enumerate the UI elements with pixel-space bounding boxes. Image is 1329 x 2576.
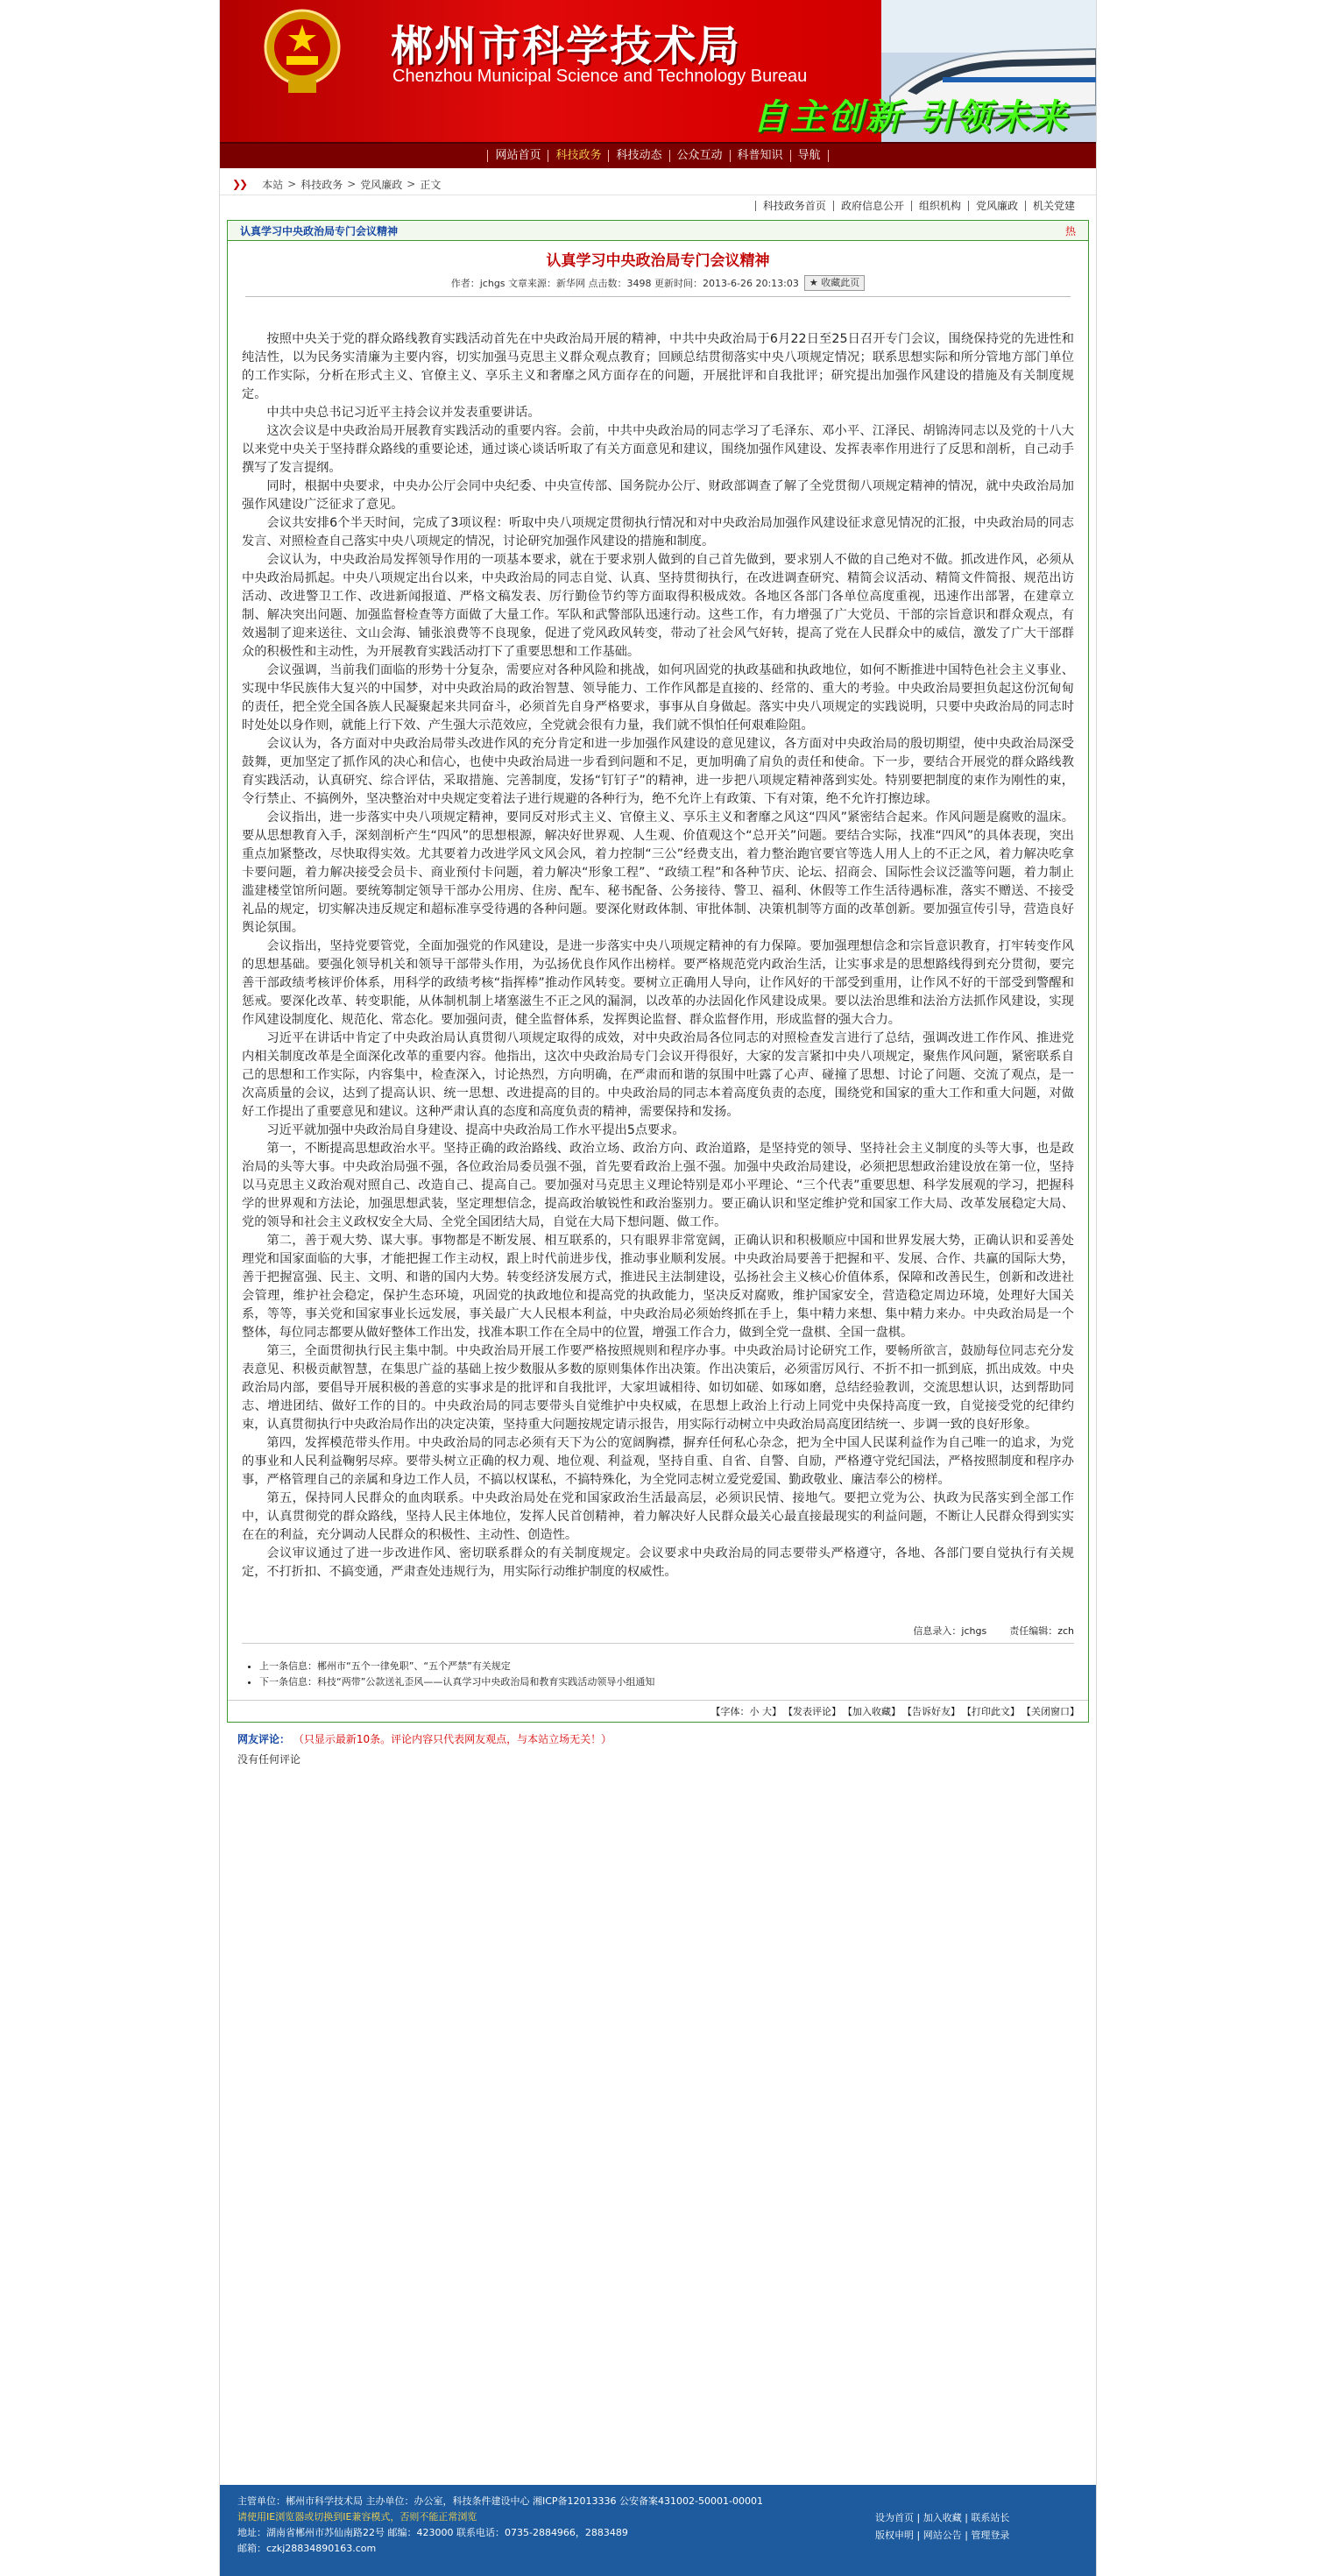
contact-admin-link[interactable]: 联系站长 bbox=[971, 2512, 1010, 2523]
breadcrumb-separator: > bbox=[406, 178, 416, 190]
article-paragraph: 会议指出，进一步落实中央八项规定精神，要同反对形式主义、官僚主义、享乐主义和奢靡之风这“四风”紧密结合起来。作风问题是腐败的温床。要从思想教育入手，深刻剖析产生“四风”的思想根源，解决好世界观、人生观、价值观这个“总开关”问题。要结合实际，找准“四风”的具体表现，突出重点加紧整改，尽快取得实效。尤其要着力改进学风文风会风，着力控制“三公”经费支出，着力整治跑官要官等选人用人上的不正之风，着力解决吃拿卡要问题，着力解决接受会员卡、商业预付卡问题，着力解决“形象工程”、“政绩工程”和各种节庆、论坛、招商会、国际性会议泛滥等问题，着力制止滥建楼堂馆所问题。要统筹制定领导干部办公用房、住房、配车、秘书配备、公务接待、警卫、福利、休假等工作生活待遇标准，落实不赠送、不接受礼品的规定，切实解决违反规定和超标准享受待遇的各种问题。要深化财政体制、审批体制、决策机制等方面的改革创新。要加强宣传引导，营造良好舆论氛围。 bbox=[242, 810, 1074, 935]
article-meta bbox=[228, 275, 1088, 291]
print-tool[interactable]: 【打印此文】 bbox=[962, 1706, 1020, 1717]
subnav-item-integrity[interactable]: 党风廉政 bbox=[968, 201, 1025, 211]
nav-item-guide[interactable]: 导航 bbox=[790, 150, 829, 162]
article-paragraph: 第一，不断提高思想政治水平。坚持正确的政治路线、政治立场、政治方向、政治道路，是坚持党的领导、坚持社会主义制度的头等大事，也是政治局的头等大事。中央政治局强不强，各位政治局委员强不强，首先要看政治上强不强。加强中央政治局建设，必须把思想政治建设放在第一位，坚持以马克思主义政治观对照自己、改造自己、提高自己。要加强对马克思主义理论特别是邓小平理论、“三个代表”重要思想、科学发展观的学习，把握科学的世界观和方法论，加强思想武装，坚定理想信念，提高政治敏锐性和政治鉴别力。要正确认识和坚定维护党和国家工作大局、改革发展稳定大局、党的领导和社会主义政权安全大局、全党全国团结大局，自觉在大局下想问题、做工作。 bbox=[242, 1142, 1074, 1229]
article-nav-links bbox=[228, 1653, 1088, 1690]
announcement-link[interactable]: 网站公告 bbox=[923, 2530, 962, 2541]
footer-line-sponsor: 主管单位：郴州市科学技术局 主办单位：办公室，科技条件建设中心 湘ICP备12013336 公安备案431002-50001-00001 bbox=[237, 2495, 763, 2507]
article-paragraph: 第五，保持同人民群众的血肉联系。中央政治局处在党和国家政治生活最高层，必须识民情、接地气。要把立党为公、执政为民落实到全部工作中，认真贯彻党的群众路线，坚持人民主体地位，发挥人民首创精神，着力解决好人民群众最关心最直接最现实的利益问题，不断让人民群众得到实实在在的利益，充分调动人民群众的积极性、主动性、创造性。 bbox=[242, 1491, 1074, 1542]
close-window-tool[interactable]: 【关闭窗口】 bbox=[1021, 1706, 1079, 1717]
editor-divider bbox=[242, 1643, 1074, 1644]
breadcrumb-item-site[interactable]: 本站 bbox=[262, 178, 284, 191]
article-box-header bbox=[228, 221, 1088, 241]
prev-article-link[interactable]: • 上一条信息：郴州市“五个一律免职”、“五个严禁”有关规定 bbox=[259, 1659, 1088, 1674]
article-paragraph: 会议审议通过了进一步改进作风、密切联系群众的有关制度规定。会议要求中央政治局的同志要带头严格遵守，各地、各部门要自觉执行有关规定，不打折扣、不搞变通，严肃查处违规行为，用实际行动维护制度的权威性。 bbox=[242, 1546, 1074, 1579]
nav-item-news[interactable]: 科技动态 bbox=[608, 150, 668, 162]
comments-section bbox=[220, 1723, 1096, 1766]
nav-item-home[interactable]: 网站首页 bbox=[487, 150, 548, 162]
breadcrumb-separator: > bbox=[347, 178, 357, 190]
article-paragraph: 第三，全面贯彻执行民主集中制。中央政治局开展工作要严格按照规则和程序办事。中央政治局讨论研究工作，要畅所欲言，鼓励每位同志充分发表意见、积极贡献智慧，在集思广益的基础上按少数服从多数的原则集体作出决策。作出决策后，必须雷厉风行、不折不扣一抓到底，抓出成效。中央政治局内部，要倡导开展积极的善意的实事求是的批评和自我批评，大家坦诚相待、如切如磋、如琢如磨，总结经验教训，交流思想认识，达到帮助同志、增进团结、做好工作的目的。中央政治局的同志要带头自觉维护中央权威，在思想上政治上行动上同党中央保持高度一致，自觉接受党的纪律约束，认真贯彻执行中央政治局作出的决定决策，坚持重大问题按规定请示报告，用实际行动树立中央政治局高度团结统一、步调一致的良好形象。 bbox=[242, 1344, 1074, 1432]
site-footer bbox=[220, 2485, 1096, 2576]
site-title-english: Chenzhou Municipal Science and Technology Bureau bbox=[392, 67, 808, 86]
breadcrumb-item-integrity[interactable]: 党风廉政 bbox=[360, 178, 403, 191]
article-box bbox=[227, 220, 1089, 1723]
admin-login-link[interactable]: 管理登录 bbox=[971, 2530, 1010, 2541]
article-meta-text: 作者：jchgs 文章来源：新华网 点击数：3498 更新时间：2013-6-26 20:13:03 bbox=[450, 278, 799, 289]
article-editors bbox=[228, 1624, 1088, 1638]
favorite-label: 收藏此页 bbox=[821, 277, 860, 288]
subnav-item-affairs-home[interactable]: 科技政务首页 bbox=[755, 201, 833, 211]
article-paragraph: 会议认为，中央政治局发挥领导作用的一项基本要求，就在于要求别人做到的自己首先做到，要求别人不做的自己绝对不做。抓改进作风，必须从中央政治局抓起。中央八项规定出台以来，中央政治局的同志自觉、认真、坚持贯彻执行，在改进调查研究、精简会议活动、精简文件简报、规范出访活动、改进警卫工作、改进新闻报道、严格文稿发表、厉行勤俭节约等方面取得积极成效。各地区各部门各单位高度重视，迅速作出部署，在建章立制、解决突出问题、加强监督检查等方面做了大量工作。军队和武警部队迅速行动。这些工作，有力增强了广大党员、干部的宗旨意识和群众观点，有效遏制了迎来送往、文山会海、铺张浪费等不良现象，促进了党风政风转变，带动了社会风气好转，提高了党在人民群众中的威信，激发了广大干部群众的积极性和主动性，为开展教育实践活动打下了重要思想和工作基础。 bbox=[242, 553, 1074, 659]
article-paragraph: 会议强调，当前我们面临的形势十分复杂，需要应对各种风险和挑战，如何巩固党的执政基础和执政地位，如何不断推进中国特色社会主义事业、实现中华民族伟大复兴的中国梦，对中央政治局的政治智慧、领导能力、工作作风都是直接的、经常的、重大的考验。中央政治局要担负起这份沉甸甸的责任，把全党全国各族人民凝聚起来共同奋斗，必须首先自身严格要求，事事从自身做起。落实中央八项规定的实践说明，只要中央政治局的同志时时处处以身作则，就能上行下效、产生强大示范效应，全党就会很有力量，我们就不惧怕任何艰难险阻。 bbox=[242, 663, 1074, 732]
breadcrumb-item-affairs[interactable]: 科技政务 bbox=[300, 178, 343, 191]
nav-item-affairs[interactable]: 科技政务 bbox=[548, 150, 608, 162]
article-paragraph: 第四，发挥模范带头作用。中央政治局的同志必须有天下为公的宽阔胸襟，摒弃任何私心杂念，把为全中国人民谋利益作为自己唯一的追求，为党的事业和人民利益鞠躬尽瘁。要带头树立正确的权力观、地位观、利益观，坚持自重、自省、自警、自励，严格遵守党纪国法，严格按照制度和程序办事，严格管理自己的亲属和身边工作人员，不搞以权谋私，不搞特殊化，为全党同志树立爱党爱国、勤政敬业、廉洁奉公的榜样。 bbox=[242, 1436, 1074, 1487]
footer-links-row: 设为首页 | 加入收藏 | 联系站长 bbox=[875, 2512, 1010, 2523]
nav-item-interaction[interactable]: 公众互动 bbox=[669, 150, 730, 162]
tell-friend-tool[interactable]: 【告诉好友】 bbox=[902, 1706, 960, 1717]
article-paragraph: 会议指出，坚持党要管党，全面加强党的作风建设，是进一步落实中央八项规定精神的有力保障。要加强理想信念和宗旨意识教育，打牢转变作风的思想基础。要强化领导机关和领导干部带头作用，为弘扬优良作风作出榜样。要严格规范党内政治生活，让实事求是的思想路线得到充分贯彻，要完善干部政绩考核评价体系，用科学的政绩考核“指挥棒”推动作风转变。要树立正确用人导向，让作风好的干部受到重用，让作风不好的干部受到警醒和惩戒。要深化改革、转变职能，从体制机制上堵塞滋生不正之风的漏洞，以改革的办法固化作风建设成果。要以法治思维和法治方法抓作风建设，实现作风建设制度化、规范化、常态化。要加强问责，健全监督体系，发挥舆论监督、群众监督作用，形成监督的强大合力。 bbox=[242, 939, 1074, 1027]
national-emblem-icon bbox=[262, 7, 343, 98]
add-favorite-link[interactable]: 加入收藏 bbox=[923, 2512, 962, 2523]
article-box-title: 认真学习中央政治局专门会议精神 bbox=[240, 224, 399, 237]
article-paragraph: 按照中央关于党的群众路线教育实践活动首先在中央政治局开展的精神，中共中央政治局于6月22日至25日召开专门会议，围绕保持党的先进性和纯洁性，以为民务实清廉为主要内容，切实加强马克思主义群众观点教育；回顾总结贯彻落实中央八项规定情况；联系思想实际和所分管地方部门单位的工作实际，分析在形式主义、官僚主义、享乐主义和奢靡之风方面存在的问题，开展批评和自我批评；研究提出加强作风建设的措施及有关制度规定。 bbox=[242, 332, 1074, 401]
footer-line-email: 邮箱：czkj28834890163.com bbox=[237, 2543, 377, 2554]
article-paragraph: 习近平在讲话中肯定了中央政治局认真贯彻八项规定取得的成效，对中央政治局各位同志的对照检查发言进行了总结，强调改进工作作风、推进党内相关制度改革是全面深化改革的重要内容。他指出，这次中央政治局专门会议开得很好，大家的发言紧扣中央八项规定，聚焦作风问题，紧密联系自己的思想和工作实际，内容集中，检查深入，讨论热烈，方向明确，在严肃而和谐的氛围中吐露了心声、碰撞了思想、讨论了问题、交流了观点，是一次高质量的会议，达到了提高认识、统一思想、改进提高的目的。中央政治局的同志本着高度负责的态度，围绕党和国家的重大工作和重大问题，对做好工作提出了重要意见和建议。这种严肃认真的态度和高度负责的精神，需要保持和发扬。 bbox=[242, 1031, 1074, 1119]
font-size-tool[interactable]: 【字体：小 大】 bbox=[710, 1706, 781, 1717]
post-comment-tool[interactable]: 【发表评论】 bbox=[783, 1706, 841, 1717]
article-paragraph: 这次会议是中央政治局开展教育实践活动的重要内容。会前，中共中央政治局的同志学习了毛泽东、邓小平、江泽民、胡锦涛同志以及党的十八大以来党中央关于坚持群众路线的重要论述，通过谈心谈话听取了有关方面意见和建议，围绕加强作风建设、发挥表率作用进行了反思和剖析，自己动手撰写了发言提纲。 bbox=[242, 424, 1074, 475]
page bbox=[219, 0, 1097, 2576]
breadcrumb-separator: > bbox=[287, 178, 297, 190]
footer-links-row: 版权申明 | 网站公告 | 管理登录 bbox=[875, 2530, 1010, 2541]
editor-responsible: 责任编辑：zch bbox=[1009, 1625, 1074, 1637]
article-paragraph: 会议共安排6个半天时间，完成了3项议程：听取中央八项规定贯彻执行情况和对中央政治局加强作风建设征求意见情况的汇报，中央政治局的同志发言、对照检查自己落实中央八项规定的情况，讨论研究加强作风建设的措施和制度。 bbox=[242, 516, 1074, 548]
hot-badge: 热 bbox=[1064, 224, 1076, 237]
article-body bbox=[228, 297, 1088, 1582]
article-paragraph: 会议认为，各方面对中央政治局带头改进作风的充分肯定和进一步加强作风建设的意见建议，各方面对中央政治局的殷切期望，使中央政治局深受鼓舞，更加坚定了抓作风的决心和信心，也使中央政治局进一步看到问题和不足，更加明确了肩负的责任和使命。下一步，要结合开展党的群众路线教育实践活动，认真研究、综合评估，采取措施、完善制度，发扬“钉钉子”的精神，进一步把八项规定精神落到实处。特别要把制度的束作为刚性的束，令行禁止、不搞例外，坚决整治对中央规定变着法子进行规避的各种行为，绝不允许上有政策、下有对策，绝不允许打擦边球。 bbox=[242, 737, 1074, 806]
add-favorite-tool[interactable]: 【加入收藏】 bbox=[843, 1706, 901, 1717]
article-paragraph: 第二，善于观大势、谋大事。事物都是不断发展、相互联系的，只有眼界非常宽阔，正确认识和积极顺应中国和世界发展大势，正确认识和妥善处理党和国家面临的大事，才能把握工作主动权，跟上时代前进步伐，推动事业顺利发展。中央政治局要善于把握和平、发展、合作、共赢的国际大势，善于把握富强、民主、文明、和谐的国内大势。转变经济发展方式，推进民主法制建设，弘扬社会主义核心价值体系，保障和改善民生，创新和改进社会管理，维护社会稳定，保护生态环境，巩固党的执政地位和提高党的执政能力，坚决反对腐败，维护国家安全，营造稳定周边环境，处理好大国关系，等等，事关党和国家事业长远发展，事关最广大人民根本利益，中央政治局必须始终抓在手上，集中精力来想、集中精力来办。中央政治局是一个整体，每位同志都要从做好整体工作出发，找准本职工作在全局中的位置，增强工作合力，做到全党一盘棋、全国一盘棋。 bbox=[242, 1234, 1074, 1340]
set-home-link[interactable]: 设为首页 bbox=[875, 2512, 914, 2523]
breadcrumb bbox=[220, 173, 1096, 195]
nav-item-knowledge[interactable]: 科普知识 bbox=[730, 150, 790, 162]
footer-links bbox=[875, 2509, 1009, 2544]
subnav-item-disclosure[interactable]: 政府信息公开 bbox=[833, 201, 911, 211]
sub-nav bbox=[220, 195, 1096, 216]
editor-input: 信息录入：jchgs bbox=[913, 1625, 987, 1637]
breadcrumb-item-current: 正文 bbox=[420, 178, 442, 191]
footer-info bbox=[237, 2494, 763, 2557]
footer-line-address: 地址：湖南省郴州市苏仙南路22号 邮编：423000 联系电话：0735-2884966，2883489 bbox=[237, 2527, 628, 2538]
comments-empty: 没有任何评论 bbox=[237, 1753, 301, 1766]
article-paragraph: 同时，根据中央要求，中央办公厅会同中央纪委、中央宣传部、国务院办公厅、财政部调查了解了全党贯彻八项规定精神的情况，就中央政治局加强作风建设广泛征求了意见。 bbox=[242, 479, 1074, 512]
article-paragraph: 中共中央总书记习近平主持会议并发表重要讲话。 bbox=[266, 406, 541, 420]
site-title: 郴州市科学技术局 bbox=[391, 22, 742, 71]
main-nav bbox=[220, 142, 1096, 168]
site-banner bbox=[220, 0, 1096, 142]
next-article-link[interactable]: • 下一条信息：科技“两带”公款送礼歪风——认真学习中央政治局和教育实践活动领导小组通知 bbox=[259, 1674, 1088, 1690]
breadcrumb-arrow-icon: ❯❯ bbox=[232, 178, 247, 190]
comments-note: （只显示最新10条。评论内容只代表网友观点，与本站立场无关！） bbox=[293, 1733, 612, 1745]
article-title: 认真学习中央政治局专门会议精神 bbox=[546, 252, 770, 270]
footer-line-browser-warning: 请使用IE浏览器或切换到IE兼容模式，否则不能正常浏览 bbox=[237, 2511, 477, 2523]
article-tools bbox=[228, 1700, 1088, 1722]
article-paragraph: 习近平就加强中央政治局自身建设、提高中央政治局工作水平提出5点要求。 bbox=[266, 1123, 685, 1137]
comments-label: 网友评论： bbox=[237, 1733, 291, 1745]
copyright-link[interactable]: 版权申明 bbox=[875, 2530, 914, 2541]
favorite-button[interactable] bbox=[804, 275, 865, 291]
star-icon: ★ bbox=[809, 277, 818, 288]
banner-slogan: 自主创新 引领未来 bbox=[753, 96, 1069, 138]
subnav-item-organization[interactable]: 组织机构 bbox=[911, 201, 968, 211]
subnav-item-party-building[interactable]: 机关党建 bbox=[1025, 201, 1082, 211]
